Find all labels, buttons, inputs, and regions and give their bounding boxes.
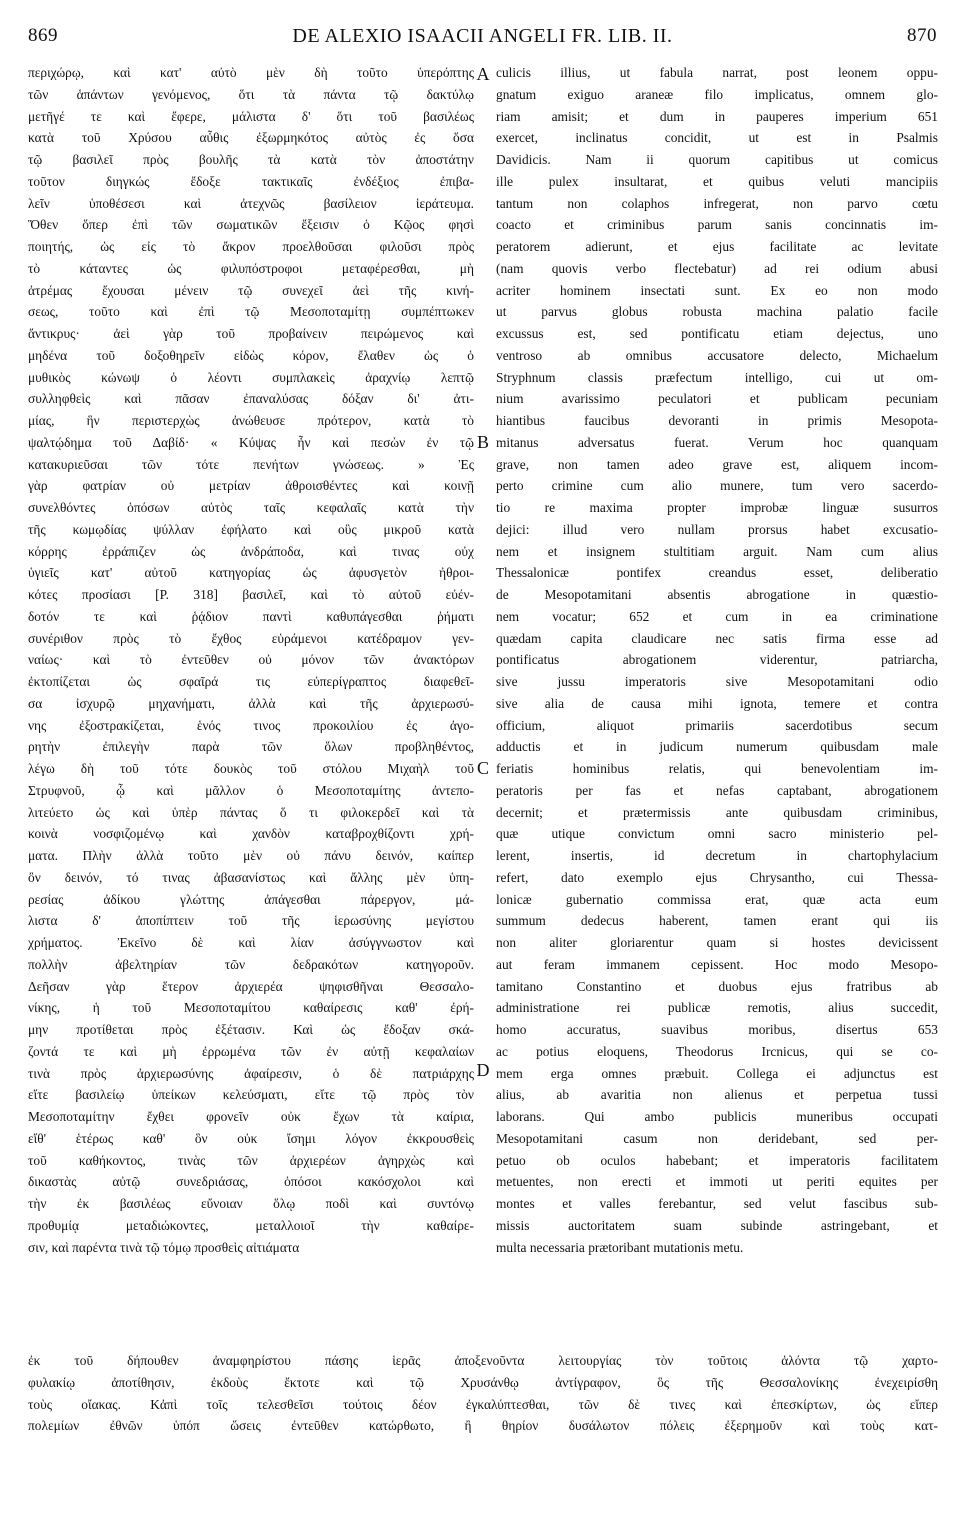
bottom-text-line: φυλακίῳ ἀποτίθησιν, ἐκδοὺς ἔκτοτε καὶ τῷ Χρυσάνθῳ ἀντίγραφον, ὃς τῆς Θεσσαλονίκης ἐνεχειρίσθη (28, 1374, 938, 1390)
greek-text-line: μίας, ἣν περιστερχὼς ἀνώθευσε πρότερον, κατὰ τὸ (28, 413, 474, 428)
bottom-text-line: ἐκ τοῦ δήπουθεν ἀναμφηρίστου πάσης ἱερᾶς ἀποξενοῦντα λειτουργίας τὸν τοῦτοις ἁλόντα τῷ χαρτο- (28, 1353, 938, 1368)
latin-text-line: alius, ab avaritia non alienus et perpetua tussi (496, 1087, 938, 1103)
right-page-number: 870 (907, 25, 937, 46)
greek-text-line: σεως, τοῦτο καὶ ἐπὶ τῷ Μεσοποταμίτῃ συμπέπτωκεν (28, 304, 474, 320)
greek-text-line: τὸ κάταντες ὡς φιλυπόστροφοι μεταφέρεσθαι, μὴ (28, 260, 474, 276)
latin-text-line: officium, aliquot primariis sacerdotibus secum (496, 717, 938, 733)
latin-text-line: hiantibus faucibus devoranti in primis Mesopota- (496, 413, 938, 428)
running-title: DE ALEXIO ISAACII ANGELI FR. LIB. II. (292, 24, 673, 47)
latin-text-line: administratione rei publicæ remotis, alius succedit, (496, 1000, 938, 1016)
greek-text-line: εἴτε βασιλείῳ ὑπείκων κελεύσματι, εἴτε τῷ πρὸς τὸν (28, 1087, 474, 1103)
latin-text-line: dejici: illud vero nullam prorsus habet excusatio- (496, 521, 938, 537)
greek-text-line: εἴθ' ἑτέρως καθ' ὃν οὐκ ἴσημι λόγον ἐκκρουσθεὶς (28, 1130, 474, 1146)
latin-text-line: exercet, inclinatus concidit, ut est in Psalmis (496, 130, 938, 146)
latin-text-line: riam amisit; et dum in pauperes imperium 651 (496, 108, 938, 124)
greek-text-line: τοῦ καθήκοντος, τινὰς τῶν ἀρχιερέων ἀγηρχὼς καὶ (28, 1152, 474, 1168)
page-header (28, 16, 937, 56)
latin-text-line: tamitano Constantino et duobus ejus fratribus ab (496, 978, 938, 994)
latin-text-line: lonicæ gubernatio commissa erat, quæ acta eum (496, 891, 938, 907)
greek-text-line: ἀτρέμας ἔχουσαι μένειν τῷ συνεχεῖ ἀεὶ τῆς κινή- (28, 282, 474, 298)
latin-text-line: de Mesopotamitani absentis abrogatione in quæstio- (496, 587, 938, 602)
greek-text-line: μην προτίθεται πρὸς ἐξέτασιν. Καὶ ὡς ἔδοξαν σκά- (28, 1022, 474, 1037)
greek-text-line: ὂν δεινόν, τό τινας ἀβασανίστως καὶ ἄλλης μὲν ὑπη- (28, 869, 474, 885)
latin-text-line: adductis et in judicum numerum quibusdam male (496, 739, 938, 755)
greek-text-line: μυθικὸς κώνωψ ὁ λέοντι συμπλακεὶς ἀραχνίῳ λεπτῷ (28, 369, 474, 385)
greek-text-line: πολλὴν ἀβελτηρίαν τῶν δεδρακότων κατηγοροῦν. (28, 956, 474, 972)
latin-text-line: quædam capita claudicare nec satis firma esse ad (496, 630, 938, 646)
greek-text-line: κόρρης ἐρράπιζεν ὡς ἀνδράποδα, καὶ τινας οὐχ (28, 543, 474, 559)
latin-text-line: tantum non colaphos infregerat, non parvo cœtu (496, 195, 938, 211)
latin-text-line: petuo ob oculos habebant; et imperatoris facilitatem (496, 1152, 938, 1168)
latin-text-line: Davidicis. Nam ii quorum capitibus ut comicus (496, 152, 938, 167)
latin-text-line: coacto et criminibus parum sanis concinnatis im- (496, 217, 938, 233)
latin-text-line: culicis illius, ut fabula narrat, post leonem oppu- (496, 65, 938, 80)
greek-text-line: ματα. Πλὴν ἀλλὰ τοῦτο μὲν οὐ πάνυ δεινόν, καίπερ (28, 848, 474, 863)
greek-text-line: ναίως· καὶ τὸ ἐντεῦθεν οὐ μόνον τῶν ἀνακτόρων (28, 652, 474, 668)
greek-text-line: τὴν ἐκ βασιλέως εὔνοιαν ὅλῳ ποδὶ καὶ συντόνῳ (28, 1196, 474, 1211)
greek-text-line: Δεῆσαν γὰρ ἕτερον ἀρχιερέα ψηφισθῆναι Θεσσαλο- (28, 978, 474, 994)
greek-text-line: προθυμίᾳ μεταδιώκοντες, μεταλλοιοῖ τὴν καθαίρε- (28, 1217, 474, 1233)
greek-text-line: κοινὰ νοσφιζομένῳ καὶ χανδὸν καταβροχθίζοντι χρή- (28, 826, 474, 842)
latin-text-line: mem erga omnes præbuit. Collega ei adjunctus est (496, 1065, 938, 1081)
greek-text-line: Μεσοποταμίτην ἔχθει φρονεῖν οὐκ ἔχων τὰ καίρια, (28, 1109, 474, 1124)
latin-text-line: multa necessaria prætoribant mutationis metu. (496, 1239, 744, 1255)
latin-text-line: acriter hominem insectati sunt. Ex eo non modo (496, 282, 938, 298)
greek-text-line: νίκης, ἡ τοῦ Μεσοποταμίτου καθαίρεσις καθ' ἐρή- (28, 1000, 474, 1016)
greek-text-line: ποιητής, ὡς εἰς τὸ ἄκρον προελθοῦσαι φιλοῦσι πρὸς (28, 239, 474, 254)
latin-text-line: aut feram immanem cepissent. Hoc modo Mesopo- (496, 956, 938, 972)
greek-text-line: Στρυφνοῦ, ᾧ καὶ μᾶλλον ὁ Μεσοποταμίτης ἀντεπο- (28, 782, 474, 798)
latin-text-line: quæ utique convictum omni sacro ministerio pel- (496, 826, 938, 842)
latin-text-line: laborans. Qui ambo publicis muneribus occupati (496, 1109, 938, 1124)
latin-text-line: (nam quovis verbo flectebatur) ad rei odium abusi (496, 260, 938, 276)
latin-text-line: nem et insignem stultitiam arguit. Nam cum alius (496, 543, 938, 559)
greek-text-line: τινὰ πρὸς ἀρχιερωσύνης ἀφαίρεσιν, ὁ δὲ πατριάρχης (28, 1065, 474, 1081)
latin-text-line: sive alia de causa mihi ignota, temere et contra (496, 695, 938, 711)
greek-text-line: ψαλτῴδημα τοῦ Δαβίδ· « Κύψας ἦν καὶ πεσὼν ἐν τῷ (28, 434, 474, 450)
greek-text-line: λέγω δὴ τοῦ τότε δουκὸς τοῦ στόλου Μιχαὴλ τοῦ (28, 761, 474, 776)
latin-text-line: metuentes, non erecti et immoti ut periti equites per (496, 1174, 938, 1190)
greek-text-line: τοῦτον διηγκώς ἔδοξε τακτικαῖς ἐνδέξιος ἐπιβα- (28, 173, 474, 189)
greek-text-line: ἄντικρυς· ἀεὶ γὰρ τοῦ προβαίνειν πειρώμενος καὶ (28, 326, 474, 341)
greek-text-line: κατακυριεῦσαι τῶν τότε πενήτων γνώσεως. » Ἐς (28, 456, 474, 472)
greek-text-line: μηδένα τοῦ δοξοθηρεῖν εἰδὼς κόρον, ἔλαθεν ὡς ὁ (28, 347, 474, 363)
greek-text-line: συνέριθον πρὸς τὸ ἔχθος εὑράμενοι κατέδραμον γεν- (28, 630, 474, 646)
latin-text-line: lerent, insertis, id decretum in chartophylacium (496, 848, 938, 863)
latin-text-line: homo accuratus, suavibus moribus, disertus 653 (496, 1022, 938, 1037)
greek-text-line: σα ἰσχυρῷ μηχανήματι, ἀλλὰ καὶ τῆς ἀρχιερωσύ- (28, 695, 474, 711)
latin-text-line: gnatum exiguo araneæ filo implicatus, omnem glo- (496, 86, 938, 102)
bottom-full-width-text (28, 1350, 938, 1437)
latin-text-line: excussus est, sed pontificatu etiam dejectus, uno (496, 326, 938, 341)
latin-column (496, 62, 938, 1258)
latin-text-line: tio re maxima propter improbæ linguæ susurros (496, 500, 938, 515)
greek-text-line: κατὰ τοῦ Χρύσου αὖθις ἐξωρμηκότος αὐτὸς ἐς ὅσα (28, 130, 474, 146)
latin-text-line: perto crimine cum alio munere, tum vero sacerdo- (496, 478, 938, 494)
greek-text-line: τῷ βασιλεῖ πρὸς βουλῆς τὰ κατὰ τὸν ἀποστάτην (28, 152, 474, 167)
latin-text-line: nem vocatur; 652 et cum in ea criminatione (496, 608, 938, 624)
latin-text-line: decernit; et prætermissis ante quibusdam criminibus, (496, 804, 938, 820)
latin-text-line: grave, non tamen adeo grave est, aliquem incom- (496, 456, 938, 472)
greek-text-line: λιτεύετο ὡς καὶ ὑπὲρ πάντας ὅ τι φιλοκερδεῖ καὶ τὰ (28, 804, 474, 820)
greek-text-line: ζοντά τε καὶ μὴ ἐρρωμένα τῶν ἐν αὐτῇ κεφαλαίων (28, 1043, 474, 1059)
latin-text-line: non aliter gloriarentur quam si hostes devicissent (496, 935, 938, 950)
latin-text-line: sive jussu imperatoris sive Mesopotamitani odio (496, 674, 938, 689)
section-marker-d: D (476, 1060, 490, 1080)
greek-text-line: μετῆγέ τε καὶ ἔφερε, μάλιστα δ' ὅτι τοῦ βασιλέως (28, 108, 474, 124)
greek-text-line: ὑγιεῖς κατ' αὐτοῦ κατηγορίας ὡς ἀφυσγετὸν ἠθροι- (28, 565, 474, 581)
section-marker-c: C (476, 758, 489, 778)
greek-text-line: χρήματος. Ἐκεῖνο δὲ καὶ λίαν ἀσύγγνωστον καὶ (28, 935, 474, 950)
latin-text-line: nium avarissimo peculatori et publicam pecuniam (496, 391, 938, 407)
greek-text-line: λεῖν ὑποθέσεσι καὶ ἀτεχνῶς βασίλειον ἱεράτευμα. (28, 195, 474, 211)
greek-text-line: σιν, καὶ παρέντα τινὰ τῷ τόμῳ προσθεὶς αἰτιάματα (28, 1239, 300, 1255)
greek-text-line: λιστα δ' ἀποπίπτειν τοῦ τῆς ἱερωσύνης μεγίστου (28, 913, 474, 929)
latin-text-line: missis auctoritatem suam subinde astringebant, et (496, 1217, 938, 1233)
greek-column (28, 62, 474, 1258)
greek-text-line: κότες προσίασι [P. 318] βασιλεῖ, καὶ τὸ αὐτοῦ εὐέν- (28, 587, 474, 602)
section-marker-b: B (476, 432, 489, 452)
greek-text-line: συνελθόντες ὁπόσων αὐτὸς ταῖς κεφαλαῖς κατὰ τὴν (28, 500, 474, 515)
greek-text-line: τῶν ἁπάντων γενόμενος, ὅτι τὰ πάντα τῷ δακτύλῳ (28, 86, 474, 102)
latin-text-line: montes et valles ferebantur, sed velut fascibus sub- (496, 1196, 938, 1211)
left-page-number: 869 (28, 25, 58, 46)
greek-text-line: τῆς κωμῳδίας ψύλλαν ἐφήλατο καὶ οὓς μικροῦ κατὰ (28, 521, 474, 537)
latin-text-line: ventroso ab omnibus accusatore delecto, Michaelum (496, 347, 938, 363)
latin-text-line: Thessalonicæ pontifex creandus esset, deliberatio (496, 565, 938, 581)
greek-text-line: ἐκτοπίζεται ὡς σφαῖρά τις εὐπερίγραπτος διαφεθεῖ- (28, 674, 474, 689)
latin-text-line: ut parvus globus robusta machina palatio facile (496, 304, 938, 320)
greek-text-line: δοτόν τε καὶ ῥᾴδιον παντὶ καθυπάγεσθαι ῥήματι (28, 608, 474, 624)
latin-text-line: mitanus adversatus fuerat. Verum hoc quanquam (496, 434, 938, 450)
latin-text-line: feriatis hominibus relatis, qui benevolentiam im- (496, 761, 938, 776)
latin-text-line: refert, dato exemplo ejus Chrysantho, cui Thessa- (496, 869, 938, 885)
latin-text-line: pontificatus abrogationem viderentur, patriarcha, (496, 652, 938, 668)
latin-text-line: peratorem adierunt, et ejus facilitate ac levitate (496, 239, 938, 254)
greek-text-line: γὰρ φατρίαν οὐ μετρίαν ἀθροισθέντες καὶ κοινῇ (28, 478, 474, 494)
latin-text-line: ille pulex insultarat, et quibus veluti mancipiis (496, 173, 938, 189)
greek-text-line: νης ἐξοστρακίζεται, ἑνός τινος προκοιλίου ἐς ἀγο- (28, 717, 474, 733)
greek-text-line: περιχώρῳ, καὶ κατ' αὐτὸ μὲν δὴ τοῦτο ὑπερόπτης (28, 65, 474, 80)
bottom-text-line: πολεμίων ἐθνῶν ὑπόπ ὥσεις ἐντεῦθεν κατώρθωτο, ἢ θηρίον δυσάλωτον πόλεις ἐξερημοῦν καὶ τοὺς κατ- (28, 1418, 938, 1434)
bottom-text-line: τοὺς οἴακας. Κἀπὶ τοῖς τελεσθεῖσι τούτοις δέον ἐγκαλύπτεσθαι, τῶν δὲ τινες καὶ ἐπεσκίρτων, ὡς εἴπερ (28, 1396, 938, 1412)
latin-text-line: Stryphnum classis præfectum intelligo, cui ut om- (496, 369, 938, 385)
section-marker-a: A (476, 64, 490, 84)
greek-text-line: ρητὴν ἐπιλεγὴν παρὰ τῶν ὅλων προβληθέντος, (28, 739, 474, 755)
greek-text-line: Ὅθεν ὅπερ ἐπὶ τῶν σωματικῶν ἔξεισιν ὁ Κῷος φησὶ (28, 217, 474, 233)
latin-text-line: peratoris per fas et nefas captabant, abrogationem (496, 782, 938, 798)
latin-text-line: Mesopotamitani casum non deridebant, sed per- (496, 1130, 938, 1146)
greek-text-line: συλληφθεὶς καὶ πᾶσαν ἐπαναλύσας δόξαν δι' ἀτι- (28, 391, 474, 407)
greek-text-line: ρεσίας ἀδίκου γλώττης ἀπάγεσθαι πάρεργον, μά- (28, 891, 474, 907)
latin-text-line: ac potius eloquens, Theodorus Ircnicus, qui se co- (496, 1043, 938, 1059)
greek-text-line: δικαστὰς αὐτῷ συνεδριάσας, ὁπόσοι κακόσχολοι καὶ (28, 1174, 474, 1190)
latin-text-line: summum dedecus haberent, tamen erant qui iis (496, 913, 938, 929)
